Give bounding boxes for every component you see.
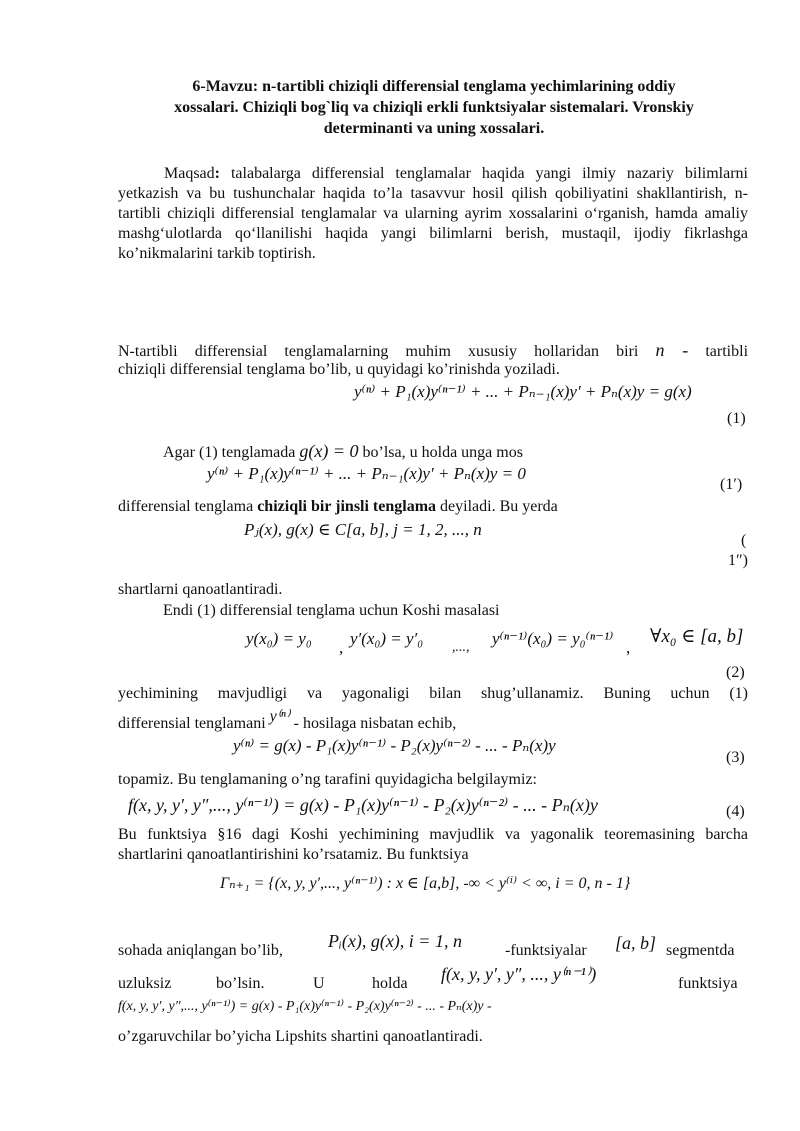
equation-2-number: (2) bbox=[726, 664, 745, 681]
intro-line-1 bbox=[118, 340, 748, 362]
equation-3-number: (3) bbox=[726, 749, 745, 766]
existence-line-1: yechimining mavjudligi va yagonaligi bilan shug’ullanamiz. Buning uchun (1) bbox=[118, 685, 748, 702]
agar-part-1: Agar (1) tenglamada bbox=[163, 444, 296, 461]
homog-bold: chiziqli bir jinsli tenglama bbox=[257, 498, 437, 515]
agar-condition: g(x) = 0 bbox=[299, 441, 359, 461]
equation-2-c: y⁽ⁿ⁻¹⁾(x₀) = y₀⁽ⁿ⁻¹⁾ bbox=[492, 629, 614, 648]
intro-part-2: tartibli bbox=[705, 343, 749, 360]
equation-2-comma-1: , bbox=[339, 638, 344, 657]
existence-part-1: differensial tenglamani bbox=[118, 715, 266, 732]
domain-functions: Pᵢ(x), g(x), i = 1, n bbox=[328, 931, 462, 951]
equation-4: f(x, y, y′, y″,..., y⁽ⁿ⁻¹⁾) = g(x) - P₁(x)y⁽ⁿ⁻¹⁾ - P₂(x)y⁽ⁿ⁻²⁾ - ... - Pₙ(x)y bbox=[128, 795, 598, 815]
small-formula: f(x, y, y′, y″,..., y⁽ⁿ⁻¹⁾) = g(x) - P₁(x)y⁽ⁿ⁻¹⁾ - P₂(x)y⁽ⁿ⁻²⁾ - ... - Pₙ(x)y - bbox=[118, 999, 492, 1014]
equation-1-double-prime-number: 1″) bbox=[728, 552, 748, 569]
continuity-word-2: bo’lsin. bbox=[216, 975, 265, 992]
domain-segment: [a, b] bbox=[615, 933, 657, 953]
goal-label: Maqsad bbox=[164, 165, 215, 182]
n-symbol: n - bbox=[655, 340, 689, 360]
equation-1: y⁽ⁿ⁾ + P₁(x)y⁽ⁿ⁻¹⁾ + ... + Pₙ₋₁(x)y′ + Pₙ(x)y = g(x) bbox=[354, 382, 692, 401]
equation-4-number: (4) bbox=[726, 803, 745, 820]
equation-1-double-prime: Pⱼ(x), g(x) ∈ C[a, b], j = 1, 2, ..., n bbox=[244, 520, 482, 539]
title-line-2: xossalari. Chiziqli bog`liq va chiziqli erkli funktsiyalar sistemalari. Vronskiy bbox=[174, 99, 694, 116]
intro-line-2: chiziqli differensial tenglama bo’lib, u quyidagi ko’rinishda yoziladi. bbox=[118, 361, 560, 378]
existence-line-2 bbox=[118, 708, 748, 734]
gamma-set-definition: Γₙ₊₁ = {(x, y, y′,..., y⁽ⁿ⁻¹⁾) : x ∈ [a,b], -∞ < y⁽ⁱ⁾ < ∞, i = 0, n - 1} bbox=[220, 875, 631, 892]
domain-part-2: -funktsiyalar bbox=[505, 942, 587, 959]
goal-text: talabalarga differensial tenglamalar haqida yangi ilmiy nazariy bilimlarni yetkazish va bu tushunchalar haqida to’la tasavvur hosil qilish qobiliyatini shakllantirish, n-tartibli chiziqli differensial tenglamalar va ularning ayrim xossalarini o‘rganish, hamda amaliy mashg‘ulotlarda qo‘llanilishi haqida yangi bilimlarni berish, mustaqil, ijodiy fikrlashga ko’nikmalarini tarkib toptirish. bbox=[118, 165, 749, 262]
continuity-word-1: uzluksiz bbox=[118, 975, 172, 992]
equation-3: y⁽ⁿ⁾ = g(x) - P₁(x)y⁽ⁿ⁻¹⁾ - P₂(x)y⁽ⁿ⁻²⁾ - ... - Pₙ(x)y bbox=[233, 736, 556, 755]
continuity-function: f(x, y, y′, y″, ..., y⁽ⁿ⁻¹⁾) bbox=[441, 964, 597, 984]
title-line-1: 6-Mavzu: n-tartibli chiziqli differensial tenglama yechimlarining oddiy bbox=[192, 78, 676, 95]
y-n-symbol: y⁽ⁿ⁾ bbox=[269, 708, 290, 725]
intro-part-1: N-tartibli differensial tenglamalarning muhim xususiy hollaridan biri bbox=[118, 343, 639, 360]
homog-part-2: deyiladi. Bu yerda bbox=[440, 498, 558, 515]
equation-2-b: y′(x₀) = y′₀ bbox=[350, 629, 424, 648]
continuity-word-5: funktsiya bbox=[678, 975, 738, 992]
conditions-text: shartlarni qanoatlantiradi. bbox=[118, 581, 283, 598]
equation-2-d: ∀x₀ ∈ [a, b] bbox=[650, 626, 744, 647]
homog-line bbox=[118, 497, 748, 517]
agar-line bbox=[163, 441, 663, 463]
domain-part-1: sohada aniqlangan bo’lib, bbox=[118, 942, 283, 959]
denote-text: topamiz. Bu tenglamaning o’ng tarafini quyidagicha belgilaymiz: bbox=[118, 771, 537, 788]
equation-2-comma-2: , bbox=[626, 638, 631, 657]
equation-2-a: y(x₀) = y₀ bbox=[246, 629, 312, 648]
title-line-3: determinanti va uning xossalari. bbox=[323, 120, 545, 137]
goal-paragraph bbox=[118, 164, 748, 264]
cauchy-intro: Endi (1) differensial tenglama uchun Koshi masalasi bbox=[163, 602, 500, 619]
page-title bbox=[118, 76, 750, 139]
theorem-text: Bu funktsiya §16 dagi Koshi yechimining mavjudlik va yagonalik teoremasining barcha shartlarini qanoatlantirishini ko’rsatamiz. Bu funktsiya bbox=[118, 826, 748, 863]
equation-1-double-prime-open: ( bbox=[741, 532, 747, 549]
equation-2-dots: ,..., bbox=[452, 640, 470, 655]
lipschitz-text: o’zgaruvchilar bo’yicha Lipshits shartini qanoatlantiradi. bbox=[118, 1028, 483, 1045]
equation-1-prime-number: (1′) bbox=[720, 476, 743, 493]
domain-part-3: segmentda bbox=[666, 942, 735, 959]
continuity-word-4: holda bbox=[372, 975, 408, 992]
equation-1-number: (1) bbox=[727, 410, 746, 427]
continuity-word-3: U bbox=[313, 975, 325, 992]
goal-colon: : bbox=[214, 165, 220, 182]
existence-part-2: - hosilaga nisbatan echib, bbox=[293, 715, 457, 732]
equation-1-prime: y⁽ⁿ⁾ + P₁(x)y⁽ⁿ⁻¹⁾ + ... + Pₙ₋₁(x)y′ + Pₙ(x)y = 0 bbox=[207, 464, 526, 483]
agar-part-2: bo’lsa, u holda unga mos bbox=[362, 444, 523, 461]
homog-part-1: differensial tenglama bbox=[118, 498, 254, 515]
